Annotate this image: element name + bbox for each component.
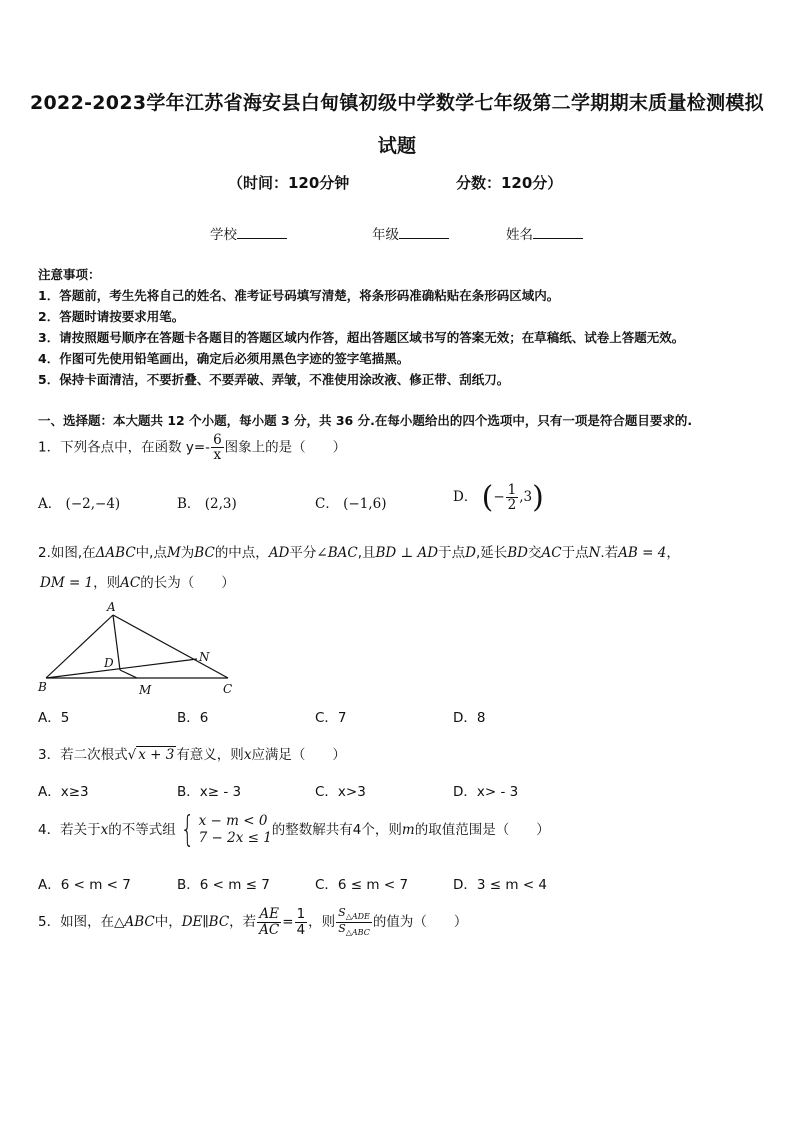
grade-label: 年级 <box>372 227 399 243</box>
q1-fraction: $\frac{6}{x}$ <box>213 432 222 464</box>
name-blank[interactable] <box>533 225 583 239</box>
q2-option-a[interactable]: A．5 <box>38 710 70 726</box>
q4-option-d[interactable]: D．3 ≤ m < 4 <box>453 877 548 893</box>
note-item: 5．保持卡面清洁，不要折叠、不要弄破、弄皱，不准使用涂改液、修正带、刮纸刀。 <box>38 372 510 387</box>
question-5: 5．如图，在△ABC中，DE∥BC，若 $\frac{AE}{AC}$ = $\frac{1}{4}$ ，则 $\frac{S_{\triangle ADE}}{S_{\triangle ABC}}$ 的值为（ ） <box>38 906 468 938</box>
q1-option-d[interactable]: D． (− $\frac{1}{2}$ ,3) <box>453 480 544 515</box>
school-field <box>210 223 287 243</box>
exam-time: （时间：120分钟 <box>228 174 350 192</box>
q1-option-b[interactable]: B． (2,3) <box>177 496 237 512</box>
grade-blank[interactable] <box>399 225 449 239</box>
school-label: 学校 <box>210 227 237 243</box>
segment-ab <box>46 615 113 678</box>
question-2: 2.如图,在ΔABC中,点M为BC的中点，AD平分∠BAC,且BD ⊥ AD于点D,延长BD交AC于点N.若AB = 4， <box>38 545 680 561</box>
q2-option-b[interactable]: B．6 <box>177 710 209 726</box>
segment-dm <box>120 670 137 678</box>
q5-area-ratio: $\frac{S_{\triangle ADE}}{S_{\triangle ABC}}$ <box>338 906 370 937</box>
q1-stem-end: 图象上的是（ ） <box>224 439 347 456</box>
segment-ad <box>113 615 120 670</box>
q3-option-a[interactable]: A．x≥3 <box>38 784 89 800</box>
q4-option-c[interactable]: C．6 ≤ m < 7 <box>315 877 409 893</box>
q1-stem: 1．下列各点中，在函数 y=- <box>38 439 211 456</box>
q4-option-a[interactable]: A．6 < m < 7 <box>38 877 131 893</box>
notes-heading: 注意事项： <box>38 267 101 282</box>
note-item: 4．作图可先使用铅笔画出，确定后必须用黑色字迹的签字笔描黑。 <box>38 351 410 366</box>
label-m: M <box>139 683 152 697</box>
note-item: 1．答题前，考生先将自己的姓名、准考证号码填写清楚，将条形码准确粘贴在条形码区域内。 <box>38 288 560 303</box>
section-heading: 一、选择题：本大题共 12 个小题，每小题 3 分，共 36 分.在每小题给出的四个选项中，只有一项是符合题目要求的. <box>38 413 693 428</box>
name-label: 姓名 <box>506 227 533 243</box>
page-title-continued: 试题 <box>377 135 417 157</box>
label-n: N <box>199 650 210 664</box>
triangle-figure <box>34 598 244 698</box>
grade-field <box>372 223 449 243</box>
segment-ac <box>113 615 228 678</box>
q5-ratio-ae-ac: $\frac{AE}{AC}$ <box>259 906 280 938</box>
label-d: D <box>104 656 114 670</box>
exam-score: 分数：120分） <box>456 174 563 192</box>
q3-option-b[interactable]: B．x≥ - 3 <box>177 784 242 800</box>
q1-option-c[interactable]: C． (−1,6) <box>315 496 387 512</box>
q3-option-d[interactable]: D．x> - 3 <box>453 784 519 800</box>
note-item: 2．答题时请按要求用笔。 <box>38 309 185 324</box>
note-item: 3．请按照题号顺序在答题卡各题目的答题区域内作答，超出答题区域书写的答案无效；在草稿纸、试卷上答题无效。 <box>38 330 685 345</box>
q5-ratio-value: $\frac{1}{4}$ <box>296 906 306 938</box>
q4-option-b[interactable]: B．6 < m ≤ 7 <box>177 877 270 893</box>
question-2-line-2: DM = 1，则AC的长为（ ） <box>40 575 235 591</box>
q2-option-d[interactable]: D．8 <box>453 710 486 726</box>
q1-option-a[interactable]: A． (−2,−4) <box>38 496 121 512</box>
label-c: C <box>223 682 233 696</box>
name-field <box>506 223 583 243</box>
question-3: 3．若二次根式√ x + 3 有意义，则x应满足（ ） <box>38 747 346 763</box>
q3-option-c[interactable]: C．x>3 <box>315 784 366 800</box>
label-b: B <box>38 680 47 694</box>
q2-option-c[interactable]: C．7 <box>315 710 347 726</box>
label-a: A <box>107 600 116 614</box>
question-4: 4．若关于x的不等式组 { x − m < 0 7 − 2x ≤ 1 的整数解共有4个，则m的取值范围是（ ） <box>38 809 550 850</box>
question-1 <box>38 433 346 462</box>
segment-bn <box>46 659 197 678</box>
school-blank[interactable] <box>237 225 287 239</box>
page-title: 2022-2023学年江苏省海安县白甸镇初级中学数学七年级第二学期期末质量检测模拟 <box>30 92 764 114</box>
